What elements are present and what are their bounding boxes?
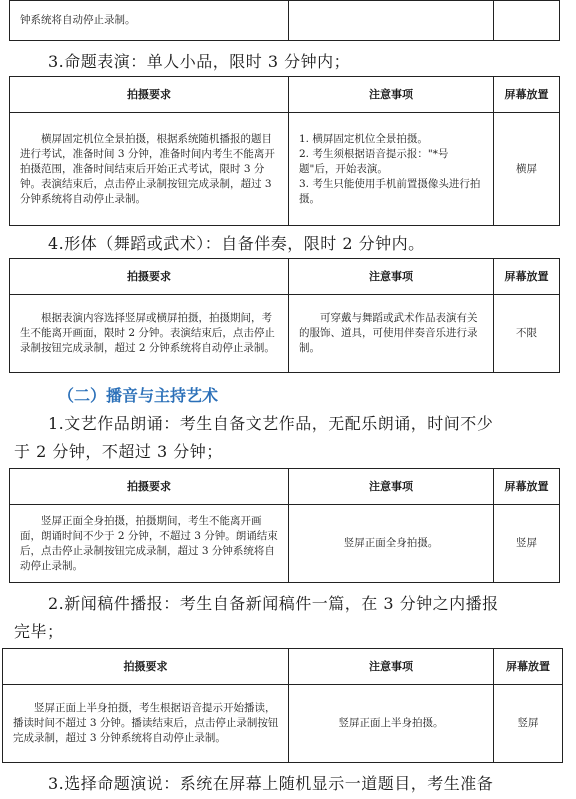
header-shooting-requirements: 拍摄要求 [10, 77, 289, 113]
section3-screen: 横屏 [494, 113, 560, 226]
section4-requirements: 根据表演内容选择竖屏或横屏拍摄，拍摄期间，考生不能离开画面，限时 2 分钟。表演结束后，点击停止录制按钮完成录制，超过 2 分钟系统将自动停止录制。 [10, 295, 289, 373]
section4-notes: 可穿戴与舞蹈或武术作品表演有关的服饰、道具，可使用伴奏音乐进行录制。 [289, 295, 494, 373]
header-shooting-requirements: 拍摄要求 [10, 469, 289, 505]
header-screen-orientation: 屏幕放置 [494, 649, 563, 685]
section3-notes: 1. 横屏固定机位全景拍摄。 2. 考生须根据语音提示报："*号题"后，开始表演。 3. 考生只能使用手机前置摄像头进行拍摄。 [289, 113, 494, 226]
item2-notes: 竖屏正面上半身拍摄。 [289, 685, 494, 763]
section3-title: 3.命题表演：单人小品，限时 3 分钟内； [48, 52, 351, 71]
item1-table [9, 468, 560, 583]
header-shooting-requirements: 拍摄要求 [3, 649, 289, 685]
top-table-empty-cell [289, 1, 494, 41]
item1-notes: 竖屏正面全身拍摄。 [289, 505, 494, 583]
item1-screen: 竖屏 [494, 505, 560, 583]
header-notes: 注意事项 [289, 259, 494, 295]
section-heading-broadcasting: （二）播音与主持艺术 [58, 386, 219, 405]
item1-requirements: 竖屏正面全身拍摄，拍摄期间，考生不能离开画面，朗诵时间不少于 2 分钟，不超过 3 分钟。朗诵结束后，点击停止录制按钮完成录制，超过 3 分钟系统将自动停止录制。 [10, 505, 289, 583]
header-screen-orientation: 屏幕放置 [494, 259, 560, 295]
top-table-empty-cell [494, 1, 560, 41]
section4-title: 4.形体（舞蹈或武术）：自备伴奏，限时 2 分钟内。 [48, 234, 425, 253]
top-partial-table [9, 0, 560, 41]
item2-table [2, 648, 563, 763]
header-screen-orientation: 屏幕放置 [494, 77, 560, 113]
header-shooting-requirements: 拍摄要求 [10, 259, 289, 295]
section4-table [9, 258, 560, 373]
header-screen-orientation: 屏幕放置 [494, 469, 560, 505]
section3-requirements: 横屏固定机位全景拍摄，根据系统随机播报的题目进行考试，准备时间 3 分钟，准备时间内考生不能离开拍摄范围，准备时间结束后开始正式考试，限时 3 分钟。表演结束后，点击停止录制按钮完成录制，超过 3 分钟系统将自动停止录制。 [10, 113, 289, 226]
item2-title-line1: 2.新闻稿件播报：考生自备新闻稿件一篇，在 3 分钟之内播报 [48, 594, 499, 613]
item2-screen: 竖屏 [494, 685, 563, 763]
item1-title-line2: 于 2 分钟，不超过 3 分钟； [14, 442, 223, 461]
item2-requirements: 竖屏正面上半身拍摄，考生根据语音提示开始播读，播读时间不超过 3 分钟。播读结束后，点击停止录制按钮完成录制，超过 3 分钟系统将自动停止录制。 [3, 685, 289, 763]
header-notes: 注意事项 [289, 649, 494, 685]
header-notes: 注意事项 [289, 469, 494, 505]
item1-title-line1: 1.文艺作品朗诵：考生自备文艺作品，无配乐朗诵，时间不少 [48, 414, 494, 433]
top-table-cell: 钟系统将自动停止录制。 [10, 1, 289, 41]
item3-title-line1: 3.选择命题演说：系统在屏幕上随机显示一道题目，考生准备 [48, 774, 494, 793]
item2-title-line2: 完毕； [14, 622, 64, 641]
section3-table [9, 76, 560, 226]
section4-screen: 不限 [494, 295, 560, 373]
header-notes: 注意事项 [289, 77, 494, 113]
